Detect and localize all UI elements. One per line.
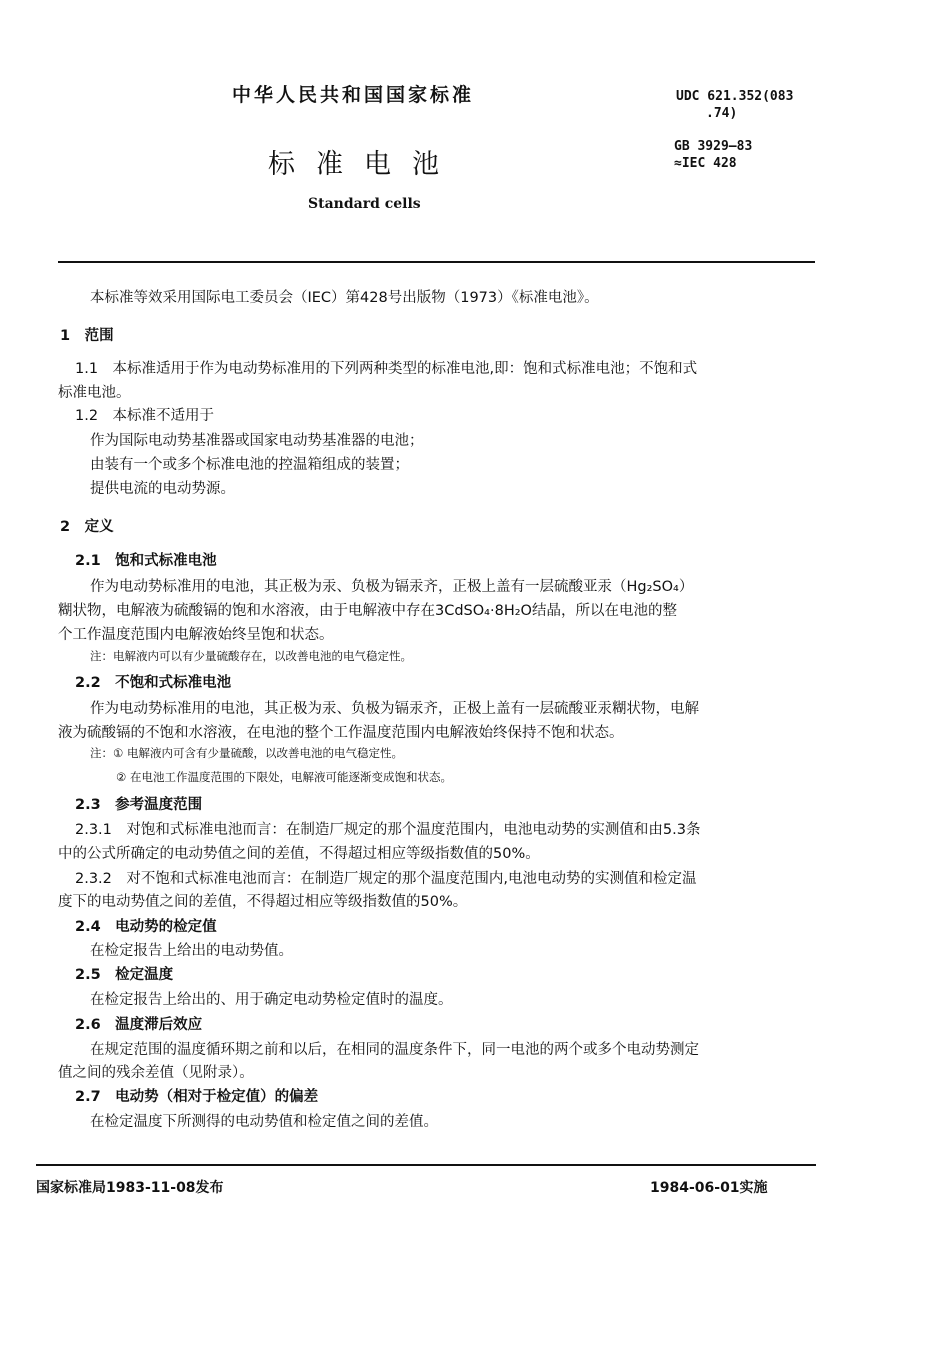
clause-1-2: 1.2 本标准不适用于 (75, 408, 215, 424)
gb-line-1: GB 3929—83 (674, 139, 753, 154)
clause-2-4-text: 在检定报告上给出的电动势值。 (90, 943, 293, 959)
clause-2-6-heading: 2.6 温度滞后效应 (75, 1017, 203, 1033)
clause-2-6-line-2: 值之间的残余差值（见附录）。 (58, 1065, 254, 1081)
clause-2-1-note: 注：电解液内可以有少量硫酸存在，以改善电池的电气稳定性。 (90, 649, 412, 663)
section-1-heading: 1 范围 (60, 328, 114, 344)
clause-2-7-text: 在检定温度下所测得的电动势值和检定值之间的差值。 (90, 1114, 438, 1130)
gb-line-2: ≈IEC 428 (674, 156, 737, 171)
clause-2-3-1-line-1: 2.3.1 对饱和式标准电池而言：在制造厂规定的那个温度范围内，电池电动势的实测值和由5.3条 (75, 822, 701, 838)
udc-line-1: UDC 621.352(083 (676, 89, 794, 104)
header-rule (58, 261, 815, 263)
clause-2-5-heading: 2.5 检定温度 (75, 967, 174, 983)
clause-2-7-heading: 2.7 电动势（相对于检定值）的偏差 (75, 1089, 319, 1105)
clause-2-3-1-line-2: 中的公式所确定的电动势值之间的差值，不得超过相应等级指数值的50%。 (58, 846, 540, 862)
clause-2-2-note-1: 注：① 电解液内可含有少量硫酸，以改善电池的电气稳定性。 (90, 746, 403, 760)
clause-2-2-heading: 2.2 不饱和式标准电池 (75, 675, 232, 691)
exclusion-item-2: 由装有一个或多个标准电池的控温箱组成的装置； (90, 457, 409, 473)
udc-line-2: .74) (706, 106, 738, 121)
clause-2-4-heading: 2.4 电动势的检定值 (75, 919, 217, 935)
clause-2-3-2-line-2: 度下的电动势值之间的差值，不得超过相应等级指数值的50%。 (58, 894, 468, 910)
exclusion-item-1: 作为国际电动势基准器或国家电动势基准器的电池； (90, 433, 424, 449)
udc-code (676, 88, 793, 122)
footer-rule (36, 1164, 816, 1166)
clause-2-1-heading: 2.1 饱和式标准电池 (75, 553, 217, 569)
intro-paragraph: 本标准等效采用国际电工委员会（IEC）第428号出版物（1973）《标准电池》。 (90, 290, 599, 306)
gb-code (674, 138, 752, 172)
clause-2-6-line-1: 在规定范围的温度循环期之前和以后，在相同的温度条件下，同一电池的两个或多个电动势测定 (90, 1042, 699, 1058)
national-standard-heading: 中华人民共和国国家标准 (232, 84, 475, 106)
exclusion-item-3: 提供电流的电动势源。 (90, 481, 235, 497)
effective-date: 1984-06-01实施 (650, 1180, 768, 1196)
clause-2-1-line-3: 个工作温度范围内电解液始终呈饱和状态。 (58, 627, 334, 643)
clause-2-2-line-2: 液为硫酸镉的不饱和水溶液，在电池的整个工作温度范围内电解液始终保持不饱和状态。 (58, 725, 624, 741)
clause-2-3-heading: 2.3 参考温度范围 (75, 797, 203, 813)
clause-2-5-text: 在检定报告上给出的、用于确定电动势检定值时的温度。 (90, 992, 453, 1008)
clause-2-1-line-1: 作为电动势标准用的电池，其正极为汞、负极为镉汞齐，正极上盖有一层硫酸亚汞（Hg₂SO₄） (90, 579, 694, 595)
issue-date: 国家标准局1983-11-08发布 (36, 1180, 224, 1196)
clause-1-1-line-1: 1.1 本标准适用于作为电动势标准用的下列两种类型的标准电池,即：饱和式标准电池；不饱和式 (75, 361, 698, 377)
document-title-en: Standard cells (308, 196, 421, 212)
document-title-cn: 标准电池 (268, 149, 460, 180)
clause-2-2-line-1: 作为电动势标准用的电池，其正极为汞、负极为镉汞齐，正极上盖有一层硫酸亚汞糊状物，电解 (90, 701, 699, 717)
clause-1-1-line-2: 标准电池。 (58, 385, 131, 401)
clause-2-1-line-2: 糊状物，电解液为硫酸镉的饱和水溶液，由于电解液中存在3CdSO₄·8H₂O结晶，所以在电池的整 (58, 603, 677, 619)
section-2-heading: 2 定义 (60, 519, 114, 535)
clause-2-3-2-line-1: 2.3.2 对不饱和式标准电池而言：在制造厂规定的那个温度范围内,电池电动势的实测值和检定温 (75, 871, 697, 887)
clause-2-2-note-2: ② 在电池工作温度范围的下限处，电解液可能逐渐变成饱和状态。 (116, 770, 452, 784)
